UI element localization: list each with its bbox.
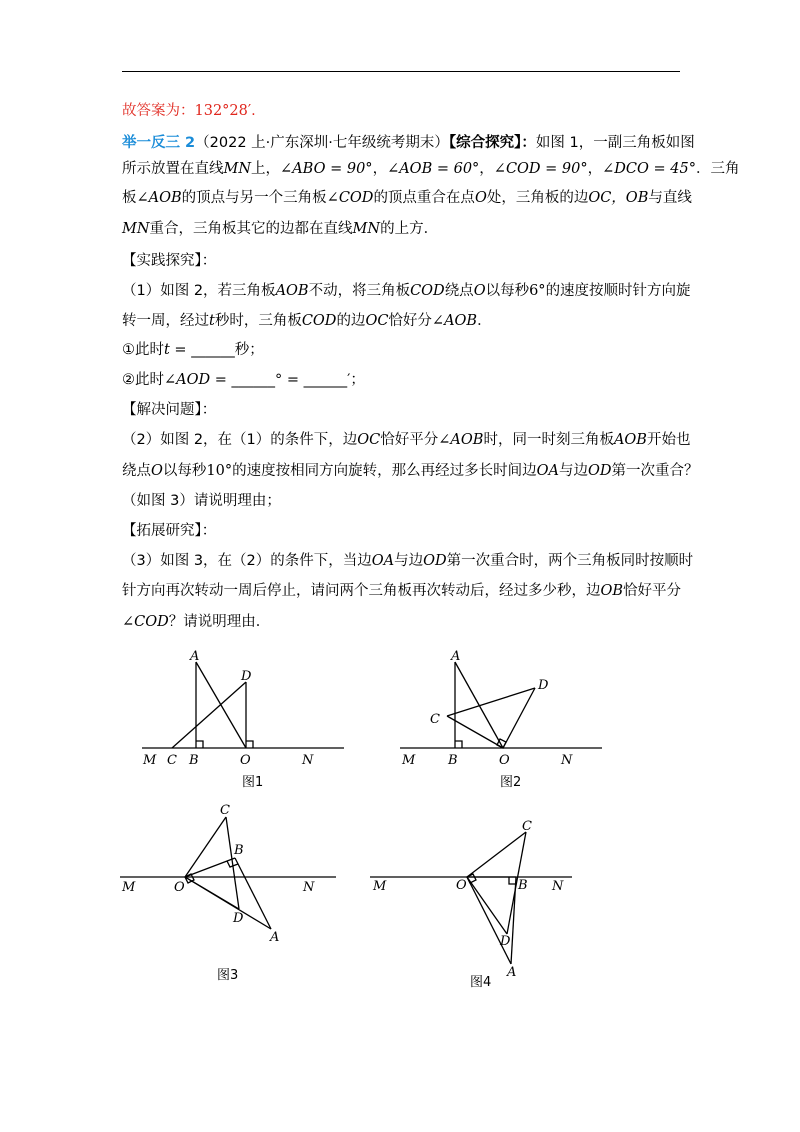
math-aob: AOB — [275, 283, 309, 299]
math-od: OD — [423, 553, 447, 569]
blank-degree-minute: = ______° = ______′； — [210, 372, 365, 388]
problem-source: （2022 上·广东深圳·七年级统考期末） — [195, 135, 449, 151]
fig2-label-b: B — [448, 753, 458, 768]
math-cod: COD — [410, 283, 445, 299]
math-mn: MN — [223, 161, 252, 177]
math-oc-ob: OC，OB — [588, 190, 649, 206]
math-angle-dco: ∠DCO = 45° — [602, 161, 696, 177]
fig3-label-a: A — [270, 930, 280, 945]
math-angle-aob: ∠AOB — [438, 432, 484, 448]
problem-text: 以每秒 — [485, 283, 530, 299]
answer-end: . — [251, 103, 256, 119]
fig4-caption: 图4 — [470, 975, 492, 990]
figure-3 — [120, 817, 336, 929]
problem-text: （1）如图 2，若三角板 — [122, 283, 276, 299]
fig4-label-c: C — [522, 819, 532, 834]
problem-text: 恰好分 — [388, 313, 432, 329]
math-oc: OC — [357, 432, 381, 448]
fig1-label-a: A — [190, 649, 200, 664]
fig4-label-n: N — [552, 879, 564, 894]
fig3-label-b: B — [234, 843, 244, 858]
answer-value: 132°28′ — [194, 103, 252, 119]
figure-2 — [400, 662, 602, 748]
problem-text: 的顶点与另一个三角板 — [181, 190, 327, 206]
solve-header: 【解决问题】： — [122, 402, 217, 418]
fig1-label-c: C — [167, 753, 177, 768]
problem-text: ？请说明理由． — [168, 614, 271, 630]
figure-4 — [370, 832, 572, 964]
problem-text: 针方向再次转动一周后停止，请问两个三角板再次转动后，经过多少秒，边 — [122, 583, 601, 599]
problem-text: 与边 — [394, 553, 424, 569]
fig1-label-d: D — [241, 669, 252, 684]
fig4-label-o: O — [456, 878, 467, 893]
math-angle-aod: ∠AOD — [164, 372, 211, 388]
problem-text: 与直线 — [648, 190, 692, 206]
problem-text: 的顶点重合在点 — [373, 190, 475, 206]
math-t: t — [209, 313, 215, 329]
answer-label: 故答案为： — [122, 103, 195, 119]
problem-text: 的上方． — [380, 221, 439, 237]
math-cod: COD — [301, 313, 337, 329]
example-tag: 举一反三 2 — [122, 135, 196, 151]
fig3-label-o: O — [174, 880, 185, 895]
problem-text: ． — [477, 313, 492, 329]
fig1-caption: 图1 — [242, 775, 264, 790]
math-oc: OC — [365, 313, 389, 329]
problem-text: ②此时 — [122, 372, 164, 388]
fig3-caption: 图3 — [217, 968, 239, 983]
math-angle-cod: ∠COD = 90° — [493, 161, 588, 177]
fig1-label-o: O — [240, 753, 251, 768]
fig4-label-d: D — [500, 934, 511, 949]
math-angle-aob: ∠AOB — [431, 313, 478, 329]
extend-header: 【拓展研究】： — [122, 523, 217, 539]
problem-text: 的边 — [336, 313, 366, 329]
problem-text: 以每秒 — [162, 463, 207, 479]
math-point-o: O — [473, 283, 486, 299]
problem-text: 板 — [122, 190, 137, 206]
math-mn: MN — [122, 221, 150, 237]
fig1-label-b: B — [189, 753, 199, 768]
math-angle-aob: ∠AOB = 60° — [387, 161, 480, 177]
problem-text: 时，同一时刻三角板 — [483, 432, 614, 448]
fig2-label-d: D — [538, 678, 549, 693]
math-oa: OA — [371, 553, 395, 569]
fig4-label-a: A — [507, 965, 517, 980]
fig4-label-b: B — [518, 878, 528, 893]
problem-text: 恰好平分 — [380, 432, 439, 448]
fig3-label-d: D — [233, 911, 244, 926]
fig1-label-m: M — [143, 753, 157, 768]
section-title: 【综合探究】： — [448, 135, 536, 151]
problem-line-2: 所示放置在直线MN上，∠ABO = 90°，∠AOB = 60°，∠COD = 90°，∠DCO = 45°．三角 — [122, 161, 740, 177]
fig3-label-m: M — [122, 880, 136, 895]
problem-text: 上， — [251, 161, 281, 177]
fig1-label-n: N — [302, 753, 314, 768]
math-aob: AOB — [613, 432, 647, 448]
math-angle-cod: ∠COD — [122, 614, 169, 630]
math-degree: 6° — [529, 283, 546, 299]
problem-text: （3）如图 3，在（2）的条件下，当边 — [122, 553, 372, 569]
fig2-label-a: A — [451, 649, 461, 664]
math-oa: OA — [536, 463, 559, 479]
math-angle-aob: ∠AOB — [136, 190, 182, 206]
problem-text: 与边 — [558, 463, 588, 479]
problem-text: 秒时，三角板 — [214, 313, 302, 329]
problem-text: 的速度按顺时针方向旋 — [545, 283, 691, 299]
math-t: t — [164, 342, 170, 358]
problem-text: （2）如图 2，在（1）的条件下，边 — [122, 432, 358, 448]
problem-text: 第一次重合时，两个三角板同时按顺时 — [446, 553, 694, 569]
problem-text: ．三角 — [695, 161, 740, 177]
practice-header: 【实践探究】： — [122, 253, 217, 269]
problem-text: 不动，将三角板 — [308, 283, 411, 299]
math-point-o: O — [151, 463, 163, 479]
math-angle-cod: ∠COD — [326, 190, 374, 206]
problem-text: ①此时 — [122, 342, 164, 358]
fig3-label-n: N — [303, 880, 315, 895]
fig2-caption: 图2 — [500, 775, 522, 790]
fig2-label-c: C — [430, 712, 440, 727]
problem-text: 第一次重合？ — [611, 463, 699, 479]
problem-text: 的速度按相同方向旋转，那么再经过多长时间边 — [232, 463, 537, 479]
problem-text: 如图 1，一副三角板如图 — [535, 135, 695, 151]
solve-line-3: （如图 3）请说明理由； — [122, 493, 281, 509]
fig3-label-c: C — [220, 803, 230, 818]
math-mn: MN — [352, 221, 381, 237]
problem-text: 所示放置在直线 — [122, 161, 224, 177]
math-degree: 10° — [206, 463, 233, 479]
fig2-label-n: N — [561, 753, 573, 768]
math-od: OD — [587, 463, 612, 479]
fig4-label-m: M — [373, 879, 387, 894]
problem-text: 处，三角板的边 — [486, 190, 589, 206]
problem-text: 恰好平分 — [623, 583, 682, 599]
fig2-label-m: M — [402, 753, 416, 768]
problem-text: 绕点 — [444, 283, 474, 299]
math-point-o: O — [474, 190, 487, 206]
problem-text: 绕点 — [122, 463, 151, 479]
problem-text: 重合，三角板其它的边都在直线 — [149, 221, 353, 237]
fig2-label-o: O — [499, 753, 510, 768]
problem-text: 开始也 — [646, 432, 691, 448]
math-angle-abo: ∠ABO = 90° — [280, 161, 373, 177]
math-ob: OB — [600, 583, 624, 599]
blank-seconds: = ______秒； — [169, 342, 264, 358]
problem-text: 转一周，经过 — [122, 313, 209, 329]
